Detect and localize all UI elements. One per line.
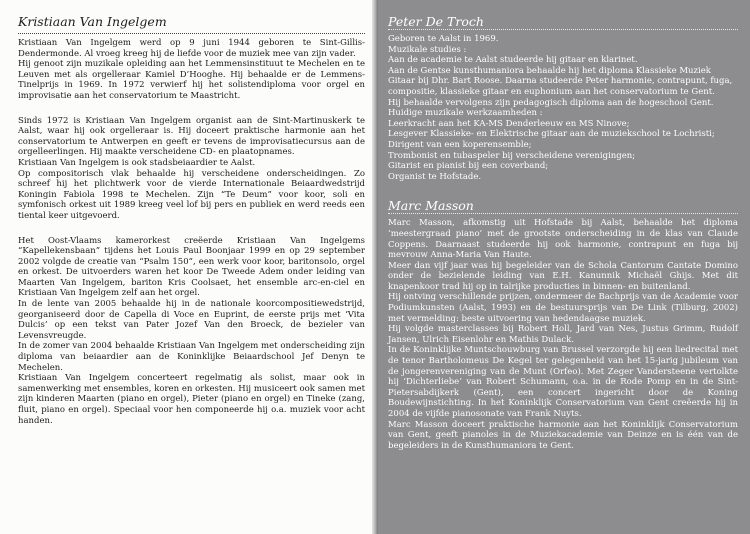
bio-line: Huidige muzikale werkzaamheden : [388,108,543,119]
bio-line: Dirigent van een koperensemble; [388,139,532,150]
bio-line: Lesgever Klassieke- en Elektrische gitaar aan de muziekschool te Lochristi; [388,129,715,140]
bio-line: Leerkracht aan het KA-MS Denderleeuw en MS Ninove; [388,118,630,129]
bio-line: Meer dan vijf jaar was hij begeleider van de Schola Cantorum Cantate Domino onder de bezielende leiding van E.H. Kanunnik Michaël Ghijs. Met dit knapenkoor trad hij op in talrijke producties in binnen- en buitenland. [388,260,738,292]
masson-bio [388,218,738,451]
bio-paragraph: Kristiaan Van Ingelgem is ook stadsbeiaardier te Aalst. [18,157,256,168]
heading-divider [388,213,738,214]
bio-paragraph: Kristiaan Van Ingelgem concerteert regelmatig als solist, maar ook in samenwerking met ensembles, koren en orkesten. Hij musiceert ook samen met zijn kinderen Maarten (piano en orgel), Pieter (piano en orgel) en Tineke (zang, fluit, piano en orgel). Speciaal voor hen componeerde hij o.a. muziek voor acht handen. [18,373,365,426]
bio-line: Organist te Hofstade. [388,171,482,182]
bio-paragraph: Sinds 1972 is Kristiaan Van Ingelgem organist aan de Sint-Martinuskerk te Aalst, waar hij ook orgelleraar is. Hij doceert praktische harmonie aan het conservatorium te Antwerpen en geeft er tevens de improvisatiecursus aan de orgelleerlingen. Hij maakte verscheidene CD- en plaatopnames. [18,115,365,158]
bio-section-3 [18,236,365,427]
bio-line: Aan de academie te Aalst studeerde hij gitaar en klarinet. [388,55,638,66]
bio-line: Muzikale studies : [388,44,467,55]
bio-paragraph: Het Oost-Vlaams kamerorkest creëerde Kristiaan Van Ingelgems “Kapellekensbaan” tijdens het Louis Paul Boonjaar 1999 en op 29 september 2002 volgde de creatie van “Psalm 150”, een werk voor koor, baritonsolo, orgel en orkest. De uitvoerders waren het koor De Tweede Adem onder leiding van Maarten Van Ingelgem, bariton Kris Coolsaet, het ensemble arc-en-ciel en Kristiaan Van Ingelgem zelf aan het orgel. [18,235,365,299]
bio-line: Hij volgde masterclasses bij Robert Holl, Jard van Nes, Justus Grimm, Rudolf Jansen, Ulrich Eisenlohr en Mathis Dulack. [388,324,738,345]
bio-line: Trombonist en tubaspeler bij verscheidene verenigingen; [388,150,636,161]
bio-section-2 [18,116,365,222]
bio-line: Marc Masson doceert praktische harmonie aan het Koninklijk Conservatorium van Gent, geeft pianoles in de Muziekacademie van Deinze en is één van de begeleiders in de Kunsthumaniora te Gent. [388,419,738,451]
right-page [375,0,750,534]
masson-heading: Marc Masson [388,198,474,214]
bio-line: Geboren te Aalst in 1969. [388,34,499,44]
bio-line: In de Koninklijke Muntschouwburg van Brussel verzorgde hij een liedrecital met de tenor Bartholomeus De Kegel ter gelegenheid van het 15-jarig jubileum van de jongerenvereniging van de Munt (Orfeo). Met Zeger Vandersteene vertolkte hij ‘Dichterliebe’ van Robert Schumann, o.a. in de Rode Pomp en in de Sint-Pietersabdijkerk (Gent), een concert ingericht door de Koning Boudewijnstichting. In het Koninklijk Conservatorium van Gent creëerde hij in 2004 de vijfde pianosonate van Frank Nuyts. [388,345,738,419]
de-troch-bio [388,34,738,182]
bio-line: Hij behaalde vervolgens zijn pedagogisch diploma aan de hogeschool Gent. [388,97,714,108]
page-fold [372,0,378,534]
de-troch-heading: Peter De Troch [388,14,484,29]
bio-line: Aan de Gentse kunsthumaniora behaalde hij het diploma Klassieke Muziek Gitaar bij Dhr. Bart Roose. Daarna studeerde Peter harmonie, contrapunt, fuga, compositie, klassieke gitaar en euphonium aan het conservatorium te Gent. [388,65,733,97]
bio-paragraph: Op compositorisch vlak behaalde hij verscheidene onderscheidingen. Zo schreef hij het plichtwerk voor de vierde Internationale Beiaardwedstrijd Koningin Fabiola 1998 te Mechelen. Zijn “Te Deum” voor koor, soli en symfonisch orkest uit 1989 kreeg veel lof bij pers en publiek en werd reeds een tiental keer uitgevoerd. [18,168,365,221]
van-ingelgem-heading: Kristiaan Van Ingelgem [18,14,167,29]
bio-section-1 [18,38,365,102]
bio-line: Marc Masson, afkomstig uit Hofstade bij Aalst, behaalde het diploma ‘meestergraad piano’ met de grootste onderscheiding in de klas van Claude Coppens. Daarnaast studeerde hij ook harmonie, contrapunt en fuga bij mevrouw Anna-Maria Van Haute. [388,218,738,261]
bio-paragraph: Hij genoot zijn muzikale opleiding aan het Lemmensinstituut te Mechelen en te Leuven met als orgelleraar Kamiel D’Hooghe. Hij behaalde er de Lemmens-Tinelprijs in 1969. In 1972 verwierf hij het solistendiploma voor orgel en improvisatie aan het conservatorium te Maastricht. [18,59,365,101]
heading-divider [18,33,365,34]
bio-paragraph: In de lente van 2005 behaalde hij in de nationale koorcompositiewedstrijd, georganiseerd door de Capella di Voce en Euprint, de eerste prijs met ‘Vita Dulcis’ op een tekst van Pater Jozef Van den Broeck, de bezieler van Levensvreugde. [18,299,365,341]
bio-line: Hij ontving verschillende prijzen, ondermeer de Bachprijs van de Academie voor Podiumkunsten (Aalst, 1993) en de bestuursprijs van De Link (Tilburg, 2002) met vermelding: beste uitvoering van hedendaagse muziek. [388,292,738,324]
bio-paragraph: Kristiaan Van Ingelgem werd op 9 juni 1944 geboren te Sint-Gillis-Dendermonde. Al vroeg kreeg hij de liefde voor de muziek mee van zijn vader. [18,38,365,59]
section-gap [388,182,738,198]
bio-paragraph: In de zomer van 2004 behaalde Kristiaan Van Ingelgem met onderscheiding zijn diploma van beiaardier aan de Koninklijke Beiaardschool Jef Denyn te Mechelen. [18,341,365,373]
bio-line: Gitarist en pianist bij een coverband; [388,161,549,172]
heading-divider [388,29,738,30]
